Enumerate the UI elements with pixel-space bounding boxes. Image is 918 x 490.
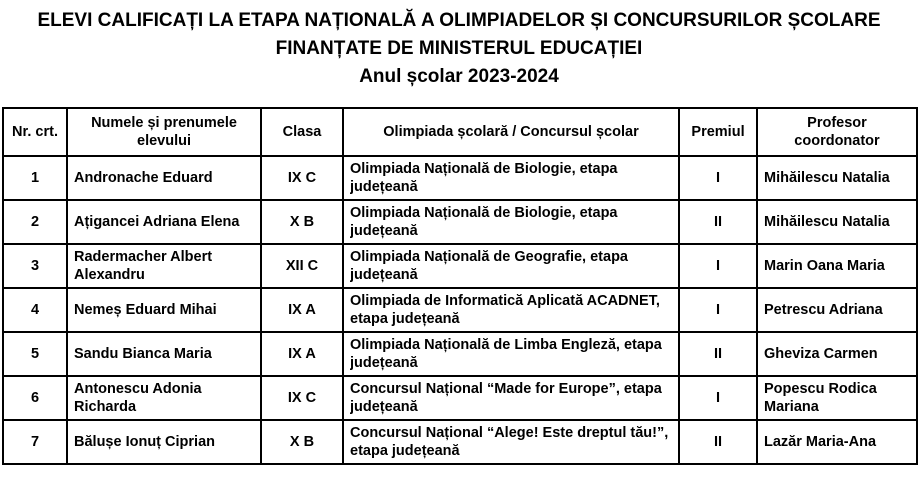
table-row bbox=[3, 288, 917, 332]
cell-class: X B bbox=[261, 420, 343, 464]
header-class: Clasa bbox=[261, 108, 343, 156]
header-teacher: Profesor coordonator bbox=[757, 108, 917, 156]
cell-olympiad: Olimpiada Națională de Biologie, etapa județeană bbox=[343, 156, 679, 200]
cell-class: IX A bbox=[261, 288, 343, 332]
cell-prize: I bbox=[679, 376, 757, 420]
cell-name: Nemeș Eduard Mihai bbox=[67, 288, 261, 332]
title-line-3: Anul școlar 2023-2024 bbox=[359, 66, 559, 87]
cell-teacher: Mihăilescu Natalia bbox=[757, 200, 917, 244]
header-prize: Premiul bbox=[679, 108, 757, 156]
cell-name: Radermacher Albert Alexandru bbox=[67, 244, 261, 288]
cell-nr: 7 bbox=[3, 420, 67, 464]
cell-name: Bălușe Ionuț Ciprian bbox=[67, 420, 261, 464]
table-row bbox=[3, 156, 917, 200]
cell-prize: II bbox=[679, 420, 757, 464]
cell-olympiad: Olimpiada Națională de Biologie, etapa județeană bbox=[343, 200, 679, 244]
table-row bbox=[3, 332, 917, 376]
cell-prize: I bbox=[679, 156, 757, 200]
cell-prize: II bbox=[679, 332, 757, 376]
cell-prize: I bbox=[679, 288, 757, 332]
title-line-2: FINANȚATE DE MINISTERUL EDUCAȚIEI bbox=[275, 38, 643, 59]
cell-olympiad: Concursul Național “Alege! Este dreptul tău!”, etapa județeană bbox=[343, 420, 679, 464]
cell-teacher: Lazăr Maria-Ana bbox=[757, 420, 917, 464]
cell-class: IX A bbox=[261, 332, 343, 376]
header-name: Numele și prenumele elevului bbox=[67, 108, 261, 156]
cell-olympiad: Olimpiada Națională de Geografie, etapa județeană bbox=[343, 244, 679, 288]
table-row bbox=[3, 376, 917, 420]
cell-teacher: Marin Oana Maria bbox=[757, 244, 917, 288]
cell-class: IX C bbox=[261, 156, 343, 200]
cell-teacher: Gheviza Carmen bbox=[757, 332, 917, 376]
cell-name: Andronache Eduard bbox=[67, 156, 261, 200]
table-header-row bbox=[3, 108, 917, 156]
table-row bbox=[3, 244, 917, 288]
header-nr: Nr. crt. bbox=[3, 108, 67, 156]
cell-name: Ațigancei Adriana Elena bbox=[67, 200, 261, 244]
qualified-students-table bbox=[2, 107, 918, 465]
cell-class: XII C bbox=[261, 244, 343, 288]
cell-teacher: Mihăilescu Natalia bbox=[757, 156, 917, 200]
cell-olympiad: Olimpiada Națională de Limba Engleză, etapa județeană bbox=[343, 332, 679, 376]
cell-nr: 4 bbox=[3, 288, 67, 332]
cell-name: Sandu Bianca Maria bbox=[67, 332, 261, 376]
cell-class: X B bbox=[261, 200, 343, 244]
table-row bbox=[3, 200, 917, 244]
title-line-1: ELEVI CALIFICAȚI LA ETAPA NAȚIONALĂ A OLIMPIADELOR ȘI CONCURSURILOR ȘCOLARE bbox=[37, 10, 881, 31]
cell-nr: 5 bbox=[3, 332, 67, 376]
cell-nr: 3 bbox=[3, 244, 67, 288]
table-row bbox=[3, 420, 917, 464]
cell-nr: 6 bbox=[3, 376, 67, 420]
cell-class: IX C bbox=[261, 376, 343, 420]
cell-prize: I bbox=[679, 244, 757, 288]
cell-teacher: Petrescu Adriana bbox=[757, 288, 917, 332]
cell-prize: II bbox=[679, 200, 757, 244]
cell-olympiad: Concursul Național “Made for Europe”, etapa județeană bbox=[343, 376, 679, 420]
cell-nr: 2 bbox=[3, 200, 67, 244]
cell-olympiad: Olimpiada de Informatică Aplicată ACADNET, etapa județeană bbox=[343, 288, 679, 332]
cell-teacher: Popescu Rodica Mariana bbox=[757, 376, 917, 420]
cell-nr: 1 bbox=[3, 156, 67, 200]
header-olympiad: Olimpiada școlară / Concursul școlar bbox=[343, 108, 679, 156]
cell-name: Antonescu Adonia Richarda bbox=[67, 376, 261, 420]
